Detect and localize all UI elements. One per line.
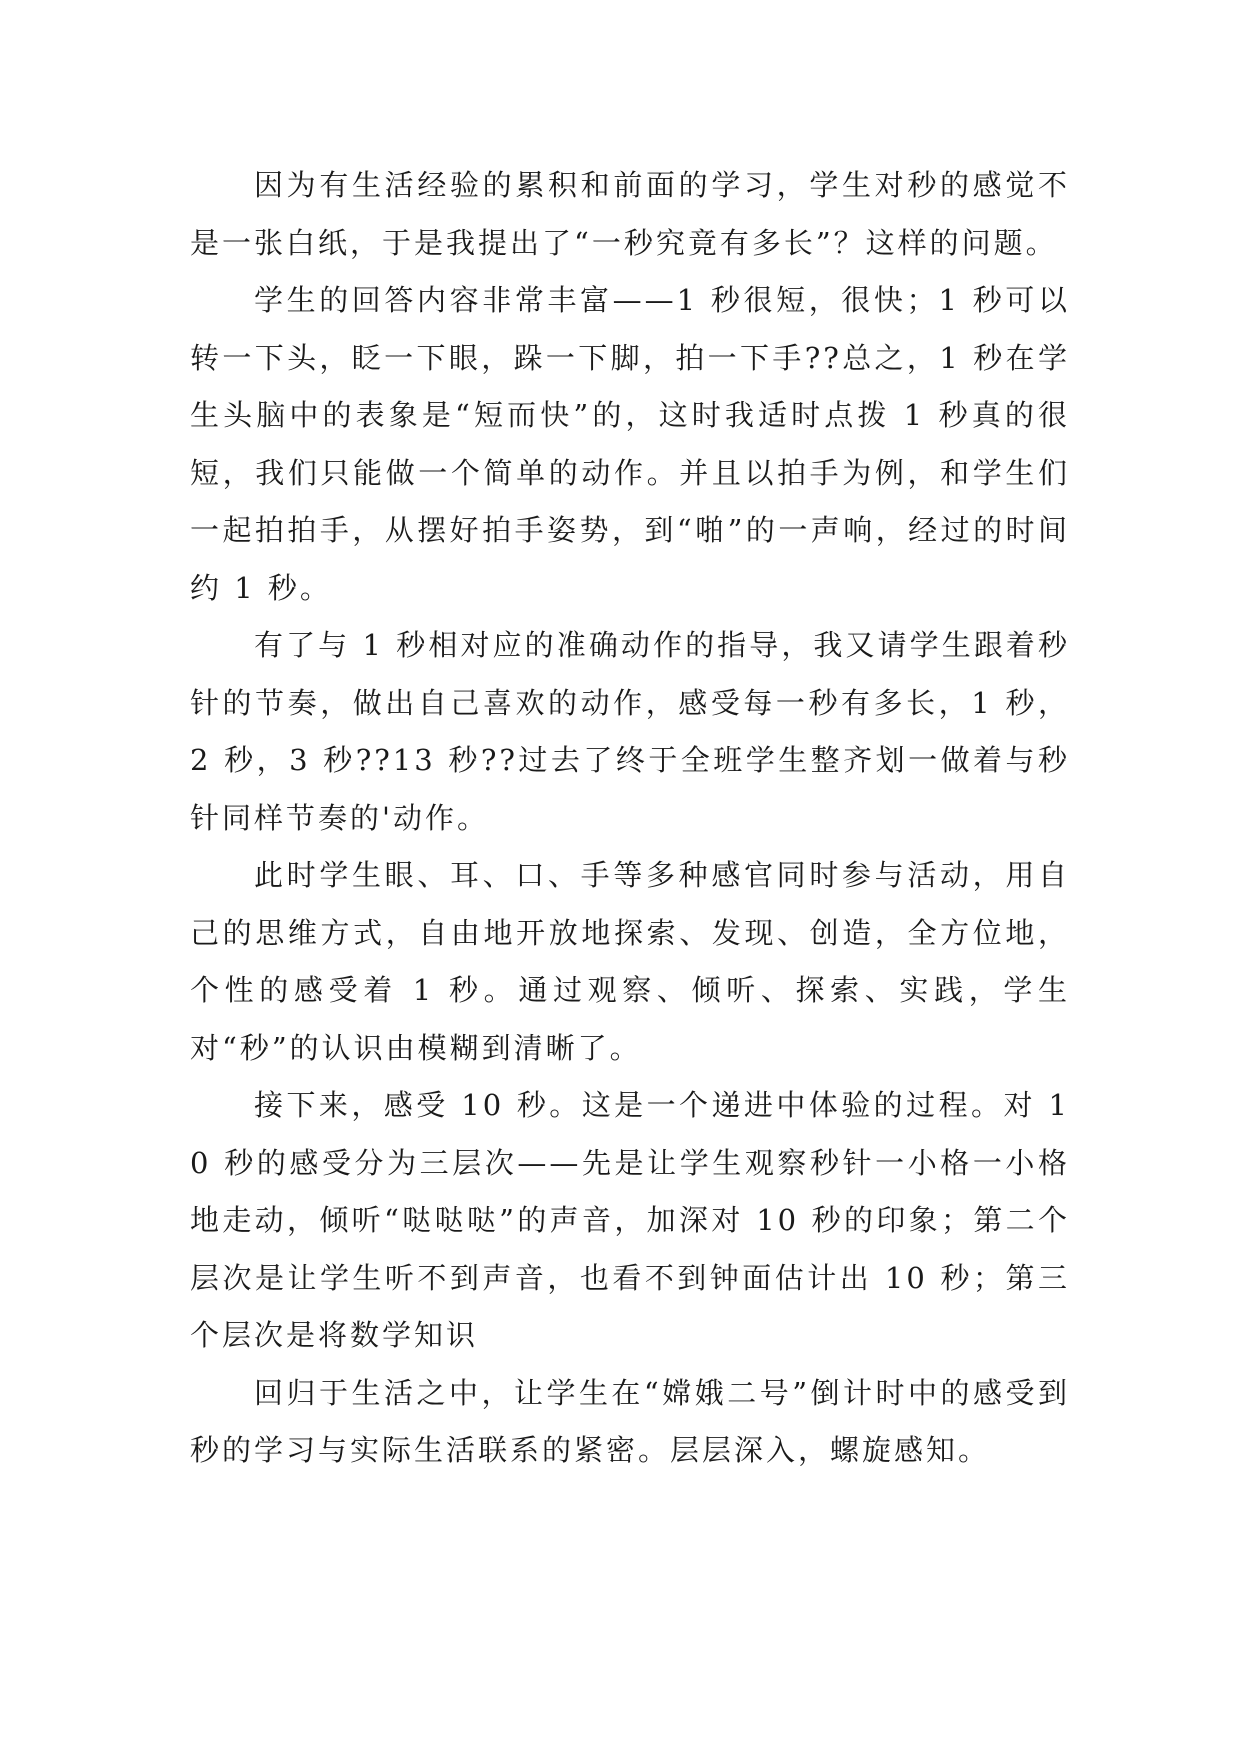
paragraph-2: 学生的回答内容非常丰富——1 秒很短，很快；1 秒可以转一下头，眨一下眼，跺一下脚，拍一下手??总之，1 秒在学生头脑中的表象是“短而快”的，这时我适时点拨 1 秒真的很短，我们只能做一个简单的动作。并且以拍手为例，和学生们一起拍拍手，从摆好拍手姿势，到“啪”的一声响，经过的时间约 1 秒。 [190,283,1070,605]
paragraph-5: 接下来，感受 10 秒。这是一个递进中体验的过程。对 10 秒的感受分为三层次——先是让学生观察秒针一小格一小格地走动，倾听“哒哒哒”的声音，加深对 10 秒的印象；第二个层次是让学生听不到声音，也看不到钟面估计出 10 秒；第三个层次是将数学知识 [190,1088,1070,1352]
paragraph-6: 回归于生活之中，让学生在“嫦娥二号”倒计时中的感受到秒的学习与实际生活联系的紧密。层层深入，螺旋感知。 [190,1375,1070,1467]
paragraph-4: 此时学生眼、耳、口、手等多种感官同时参与活动，用自己的思维方式，自由地开放地探索、发现、创造，全方位地，个性的感受着 1 秒。通过观察、倾听、探索、实践，学生对“秒”的认识由模糊到清晰了。 [190,858,1070,1065]
paragraph-1: 因为有生活经验的累积和前面的学习，学生对秒的感觉不是一张白纸，于是我提出了“一秒究竟有多长”？这样的问题。 [190,168,1070,260]
paragraph-3: 有了与 1 秒相对应的准确动作的指导，我又请学生跟着秒针的节奏，做出自己喜欢的动作，感受每一秒有多长，1 秒，2 秒，3 秒??13 秒??过去了终于全班学生整齐划一做着与秒针同样节奏的'动作。 [190,628,1070,835]
document-body [190,157,1070,1480]
